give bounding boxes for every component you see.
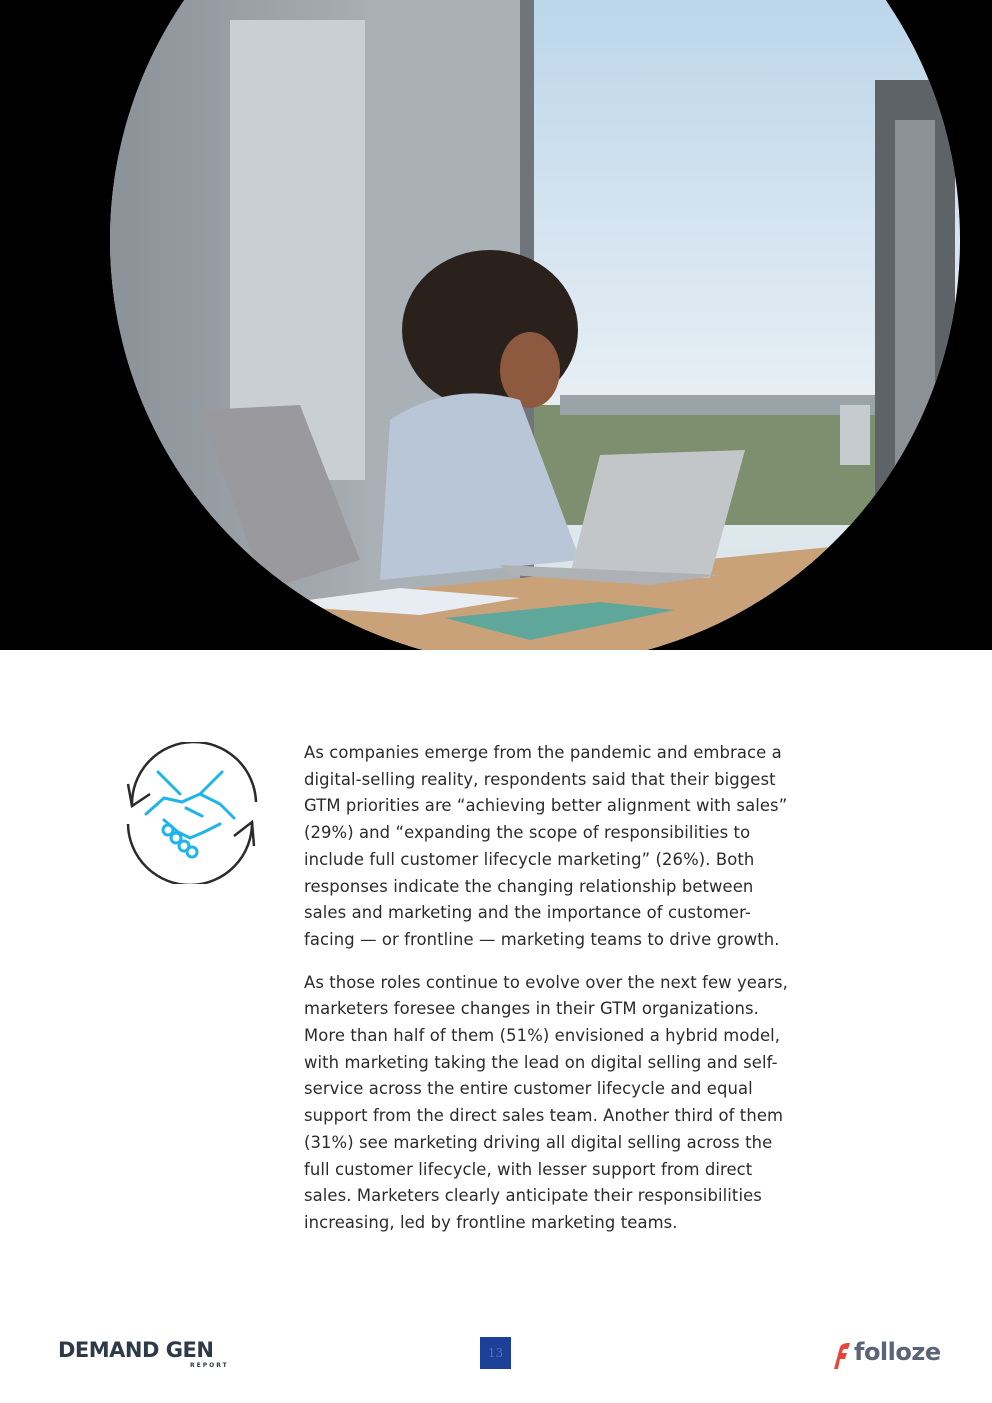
handshake-cycle-icon: [120, 742, 262, 884]
paragraph-1: As companies emerge from the pandemic and embrace a digital-selling reality, respondents said that their biggest GTM priorities are “achieving better alignment with sales” (29%) and “expanding the scope of responsibilities to include full customer lifecycle marketing” (26%). Both responses indicate the changing relationship between sales and marketing and the importance of customer-facing — or frontline — marketing teams to drive growth.: [304, 743, 788, 949]
demandgen-logo: [58, 1336, 258, 1374]
folloze-logo: [830, 1338, 940, 1372]
office-photo: [0, 0, 992, 650]
folloze-mark-icon: [830, 1341, 852, 1371]
demandgen-logo-subtext: REPORT: [190, 1362, 229, 1369]
page-number: 13: [480, 1337, 511, 1369]
paragraph-2: As those roles continue to evolve over the next few years, marketers foresee changes in their GTM organizations. More than half of them (51%) envisioned a hybrid model, with marketing taking the lead on digital selling and self-service across the entire customer lifecycle and equal support from the direct sales team. Another third of them (31%) see marketing driving all digital selling across the full customer lifecycle, with lesser support from direct sales. Marketers clearly anticipate their responsibilities increasing, led by frontline marketing teams.: [304, 972, 788, 1232]
hero-image: [0, 0, 992, 650]
body-text: [304, 740, 796, 1253]
folloze-wordmark: folloze: [854, 1338, 941, 1366]
demandgen-logo-text: DEMAND GEN: [58, 1338, 214, 1362]
